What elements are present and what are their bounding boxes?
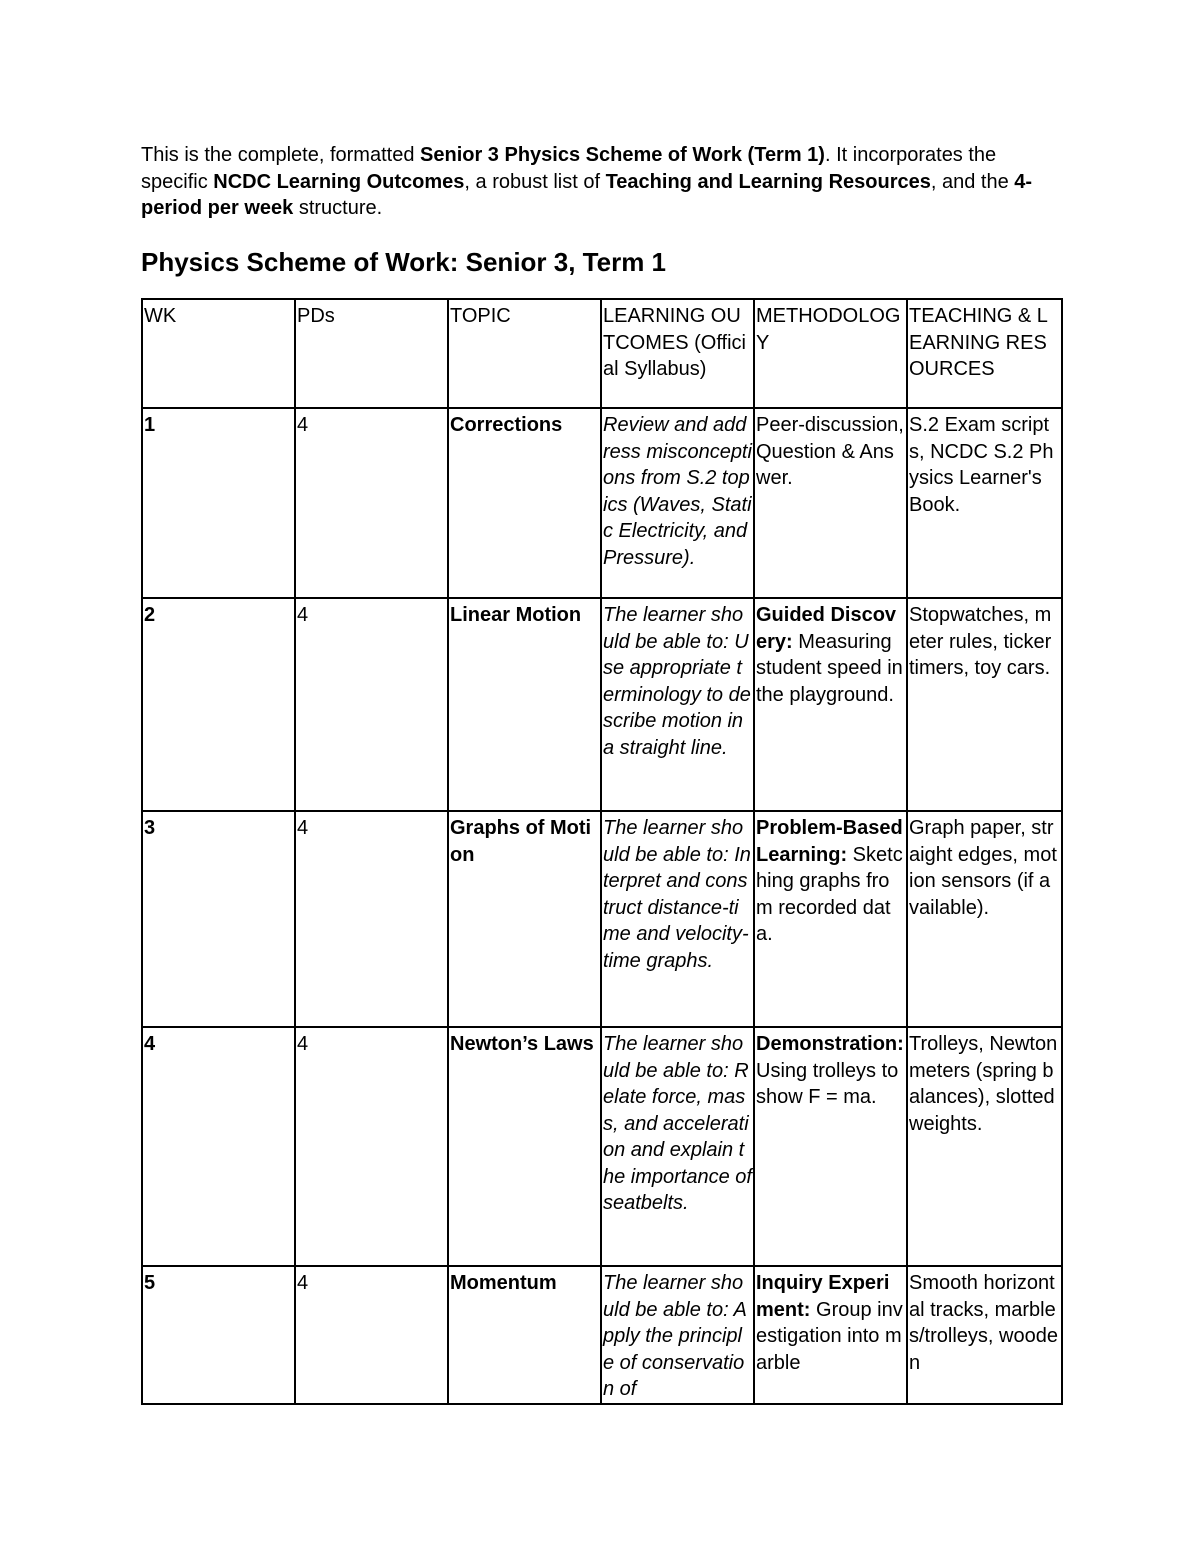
methodology-text: Using trolleys to show F = ma. xyxy=(756,1059,899,1108)
cell-methodology xyxy=(754,1266,907,1404)
intro-text: , a robust list of xyxy=(464,170,606,193)
intro-paragraph xyxy=(141,142,1061,222)
table-row xyxy=(142,811,1062,1027)
cell-resources: S.2 Exam scripts, NCDC S.2 Physics Learner's Book. xyxy=(907,408,1062,598)
cell-pds: 4 xyxy=(295,598,448,811)
intro-text: , and the xyxy=(930,170,1015,193)
table-row xyxy=(142,1266,1062,1404)
cell-wk: 2 xyxy=(142,598,295,811)
cell-methodology xyxy=(754,1027,907,1266)
cell-outcome: The learner should be able to: Interpret and construct distance-time and velocity-time graphs. xyxy=(601,811,754,1027)
table-row xyxy=(142,408,1062,598)
intro-bold-outcomes: NCDC Learning Outcomes xyxy=(213,170,465,193)
intro-bold-resources: Teaching and Learning Resources xyxy=(605,170,931,193)
intro-text: . It incorporates the specific xyxy=(141,144,997,193)
cell-outcome: The learner should be able to: Use appropriate terminology to describe motion in a straight line. xyxy=(601,598,754,811)
cell-outcome: Review and address misconceptions from S.2 topics (Waves, Static Electricity, and Pressure). xyxy=(601,408,754,598)
page-title: Physics Scheme of Work: Senior 3, Term 1 xyxy=(141,247,667,277)
methodology-text: Measuring student speed in the playground. xyxy=(756,630,903,706)
cell-outcome: The learner should be able to: Apply the principle of conservation of xyxy=(601,1266,754,1404)
cell-resources: Trolleys, Newton meters (spring balances), slotted weights. xyxy=(907,1027,1062,1266)
table-header-row xyxy=(142,299,1062,408)
intro-bold-periods: 4-period per week xyxy=(141,170,1033,219)
cell-pds: 4 xyxy=(295,408,448,598)
cell-wk: 4 xyxy=(142,1027,295,1266)
intro-text: structure. xyxy=(293,197,383,219)
methodology-label: Demonstration: xyxy=(756,1033,904,1055)
cell-resources: Graph paper, straight edges, motion sensors (if available). xyxy=(907,811,1062,1027)
cell-topic: Corrections xyxy=(448,408,601,598)
scheme-of-work-table xyxy=(141,298,1063,1405)
methodology-text: Group investigation into marble xyxy=(756,1298,903,1374)
cell-wk: 5 xyxy=(142,1266,295,1404)
cell-topic: Momentum xyxy=(448,1266,601,1404)
header-wk: WK xyxy=(142,299,295,408)
cell-resources: Smooth horizontal tracks, marbles/trolleys, wooden xyxy=(907,1266,1062,1404)
cell-outcome: The learner should be able to: Relate force, mass, and acceleration and explain the importance of seatbelts. xyxy=(601,1027,754,1266)
intro-bold-scheme: Senior 3 Physics Scheme of Work (Term 1) xyxy=(420,144,825,166)
cell-methodology xyxy=(754,811,907,1027)
cell-topic: Graphs of Motion xyxy=(448,811,601,1027)
intro-text: This is the complete, formatted xyxy=(141,144,421,166)
cell-pds: 4 xyxy=(295,1266,448,1404)
cell-wk: 3 xyxy=(142,811,295,1027)
methodology-label: Problem-Based Learning: xyxy=(756,817,903,866)
methodology-text: Peer-discussion, Question & Answer. xyxy=(756,414,904,489)
header-topic: TOPIC xyxy=(448,299,601,408)
methodology-text: Sketching graphs from recorded data. xyxy=(756,843,903,945)
header-resources: TEACHING & LEARNING RESOURCES xyxy=(907,299,1062,408)
cell-pds: 4 xyxy=(295,1027,448,1266)
cell-resources: Stopwatches, meter rules, ticker timers, toy cars. xyxy=(907,598,1062,811)
cell-topic: Linear Motion xyxy=(448,598,601,811)
header-pds: PDs xyxy=(295,299,448,408)
methodology-label: Guided Discovery: xyxy=(756,604,897,653)
table-row xyxy=(142,598,1062,811)
cell-methodology xyxy=(754,598,907,811)
cell-wk: 1 xyxy=(142,408,295,598)
cell-topic: Newton’s Laws xyxy=(448,1027,601,1266)
cell-methodology xyxy=(754,408,907,598)
header-learning-outcomes: LEARNING OUTCOMES (Official Syllabus) xyxy=(601,299,754,408)
header-methodology: METHODOLOGY xyxy=(754,299,907,408)
table-row xyxy=(142,1027,1062,1266)
methodology-label: Inquiry Experiment: xyxy=(756,1272,890,1321)
cell-pds: 4 xyxy=(295,811,448,1027)
